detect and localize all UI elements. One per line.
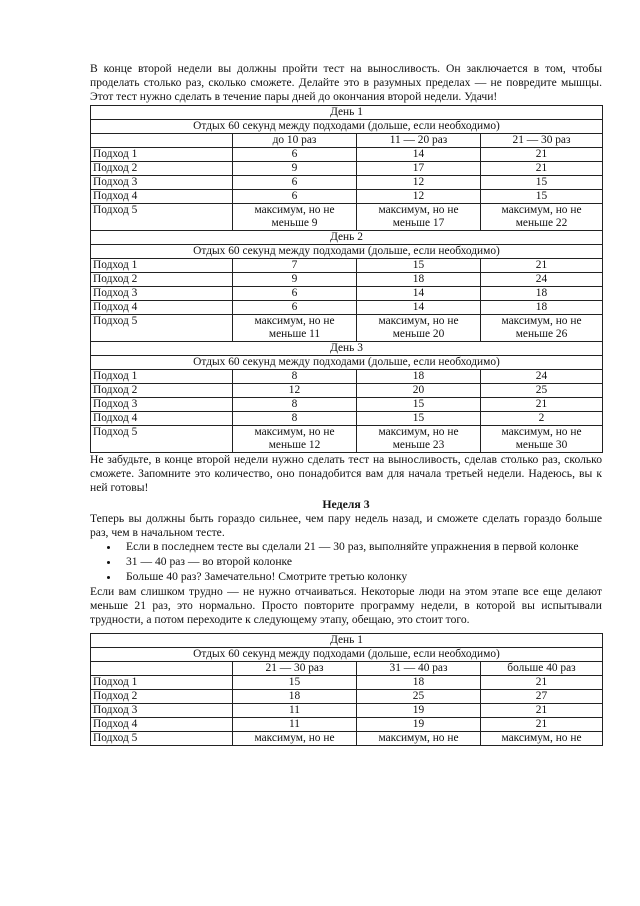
set-value: 21: [481, 148, 603, 162]
rest-note: Отдых 60 секунд между подходами (дольше, если необходимо): [91, 245, 603, 259]
set-value: 18: [357, 370, 481, 384]
rest-note: Отдых 60 секунд между подходами (дольше, если необходимо): [91, 648, 603, 662]
set-value: максимум, но не: [357, 732, 481, 746]
table-row: [91, 384, 603, 398]
column-header-blank: [91, 134, 233, 148]
set-value: 15: [481, 190, 603, 204]
table-row: [91, 176, 603, 190]
day-3-rest-row: [91, 356, 603, 370]
set-label: Подход 4: [91, 190, 233, 204]
week3-option-item: • 31 — 40 раз — во второй колонке: [120, 555, 602, 569]
set-value: 24: [481, 273, 603, 287]
set-value: 6: [233, 148, 357, 162]
set-label: Подход 2: [91, 162, 233, 176]
table-row: [91, 273, 603, 287]
set-label: Подход 1: [91, 676, 233, 690]
set-value: максимум, но не меньше 26: [481, 315, 603, 342]
set-value: 8: [233, 370, 357, 384]
column-header: больше 40 раз: [481, 662, 603, 676]
set-value: 27: [481, 690, 603, 704]
set-value: максимум, но не: [481, 732, 603, 746]
set-value: 21: [481, 704, 603, 718]
set-value: 21: [481, 398, 603, 412]
set-value: максимум, но не меньше 17: [357, 204, 481, 231]
week3-day-1-header-row: [91, 662, 603, 676]
set-value: 19: [357, 704, 481, 718]
set-value: максимум, но не: [233, 732, 357, 746]
set-value: 18: [357, 273, 481, 287]
set-value: максимум, но не меньше 22: [481, 204, 603, 231]
set-value: 21: [481, 259, 603, 273]
set-label: Подход 3: [91, 176, 233, 190]
set-label: Подход 5: [91, 204, 233, 231]
day-title: День 1: [91, 634, 603, 648]
table-row: [91, 426, 603, 453]
day-title: День 1: [91, 106, 603, 120]
day-1-title-row: [91, 106, 603, 120]
table-row: [91, 148, 603, 162]
set-value: максимум, но не меньше 9: [233, 204, 357, 231]
table-row: [91, 370, 603, 384]
set-value: 20: [357, 384, 481, 398]
set-value: 21: [481, 676, 603, 690]
set-label: Подход 1: [91, 370, 233, 384]
week3-intro-paragraph: Теперь вы должны быть гораздо сильнее, чем пару недель назад, и сможете сделать гораздо больше раз, чем в начальном тесте.: [90, 512, 602, 539]
set-value: 21: [481, 718, 603, 732]
set-value: 14: [357, 148, 481, 162]
page-content: [90, 62, 602, 746]
set-label: Подход 2: [91, 384, 233, 398]
set-value: 12: [233, 384, 357, 398]
table-row: [91, 315, 603, 342]
table-row: [91, 732, 603, 746]
day-3-title-row: [91, 342, 603, 356]
set-value: 6: [233, 287, 357, 301]
rest-note: Отдых 60 секунд между подходами (дольше, если необходимо): [91, 120, 603, 134]
set-value: 12: [357, 176, 481, 190]
set-value: 9: [233, 273, 357, 287]
table-row: [91, 287, 603, 301]
day-1-header-row: [91, 134, 603, 148]
set-label: Подход 5: [91, 732, 233, 746]
set-label: Подход 2: [91, 690, 233, 704]
week3-schedule-body: [91, 634, 603, 746]
set-value: 19: [357, 718, 481, 732]
after-test-paragraph: Не забудьте, в конце второй недели нужно сделать тест на выносливость, сделав столько раз, сколько сможете. Запомните это количество, оно понадобится вам для начала третьей недели. Надеюсь, вы к ней готовы!: [90, 453, 602, 494]
set-value: 9: [233, 162, 357, 176]
set-value: 7: [233, 259, 357, 273]
set-value: максимум, но не меньше 12: [233, 426, 357, 453]
day-2-title-row: [91, 231, 603, 245]
set-value: 18: [357, 676, 481, 690]
set-label: Подход 1: [91, 259, 233, 273]
set-value: 25: [481, 384, 603, 398]
table-row: [91, 676, 603, 690]
set-value: 11: [233, 718, 357, 732]
set-value: 14: [357, 301, 481, 315]
set-value: 18: [481, 301, 603, 315]
rest-note: Отдых 60 секунд между подходами (дольше, если необходимо): [91, 356, 603, 370]
column-header: 31 — 40 раз: [357, 662, 481, 676]
week3-heading: Неделя 3: [322, 497, 370, 511]
set-value: 15: [357, 398, 481, 412]
column-header: 21 — 30 раз: [233, 662, 357, 676]
table-row: [91, 690, 603, 704]
set-value: 8: [233, 398, 357, 412]
set-value: максимум, но не меньше 20: [357, 315, 481, 342]
set-value: максимум, но не меньше 30: [481, 426, 603, 453]
set-label: Подход 4: [91, 301, 233, 315]
set-label: Подход 2: [91, 273, 233, 287]
day-1-rest-row: [91, 120, 603, 134]
week3-option-item: • Если в последнем тесте вы сделали 21 — 30 раз, выполняйте упражнения в первой колонке: [120, 540, 602, 554]
column-header: до 10 раз: [233, 134, 357, 148]
set-value: максимум, но не меньше 23: [357, 426, 481, 453]
table-row: [91, 412, 603, 426]
set-value: 11: [233, 704, 357, 718]
week2-schedule-body: [91, 106, 603, 453]
column-header: 11 — 20 раз: [357, 134, 481, 148]
set-label: Подход 4: [91, 412, 233, 426]
set-value: 6: [233, 301, 357, 315]
set-value: 18: [481, 287, 603, 301]
set-value: 2: [481, 412, 603, 426]
set-value: 14: [357, 287, 481, 301]
table-row: [91, 398, 603, 412]
set-label: Подход 3: [91, 287, 233, 301]
set-label: Подход 5: [91, 315, 233, 342]
set-value: 24: [481, 370, 603, 384]
set-value: 15: [357, 259, 481, 273]
table-row: [91, 704, 603, 718]
table-row: [91, 259, 603, 273]
set-value: 15: [233, 676, 357, 690]
table-row: [91, 718, 603, 732]
table-row: [91, 162, 603, 176]
set-label: Подход 3: [91, 398, 233, 412]
table-row: [91, 190, 603, 204]
set-value: 12: [357, 190, 481, 204]
set-value: 6: [233, 190, 357, 204]
day-2-rest-row: [91, 245, 603, 259]
set-label: Подход 4: [91, 718, 233, 732]
week3-day-1-title-row: [91, 634, 603, 648]
set-value: 21: [481, 162, 603, 176]
set-label: Подход 3: [91, 704, 233, 718]
week3-note-paragraph: Если вам слишком трудно — не нужно отчаиваться. Некоторые люди на этом этапе все еще делают меньше 21 раз, это нормально. Просто повторите программу недели, в которой вы испытывали трудности, а потом переходите к следующему этапу, обещаю, это стоит того.: [90, 585, 602, 626]
set-value: 15: [481, 176, 603, 190]
intro-paragraph: В конце второй недели вы должны пройти тест на выносливость. Он заключается в том, чтобы проделать столько раз, сколько сможете. Делайте это в разумных пределах — не повредите мышцы. Этот тест нужно сделать в течение пары дней до окончания второй недели. Удачи!: [90, 62, 602, 103]
day-title: День 2: [91, 231, 603, 245]
set-value: 17: [357, 162, 481, 176]
day-title: День 3: [91, 342, 603, 356]
week3-schedule-table: [90, 633, 603, 746]
column-header-blank: [91, 662, 233, 676]
table-row: [91, 301, 603, 315]
set-value: 8: [233, 412, 357, 426]
set-value: максимум, но не меньше 11: [233, 315, 357, 342]
week3-day-1-rest-row: [91, 648, 603, 662]
set-value: 18: [233, 690, 357, 704]
week2-schedule-table: [90, 105, 603, 453]
column-header: 21 — 30 раз: [481, 134, 603, 148]
set-label: Подход 1: [91, 148, 233, 162]
set-value: 25: [357, 690, 481, 704]
week3-option-item: • Больше 40 раз? Замечательно! Смотрите третью колонку: [120, 570, 602, 584]
set-value: 6: [233, 176, 357, 190]
set-value: 15: [357, 412, 481, 426]
table-row: [91, 204, 603, 231]
set-label: Подход 5: [91, 426, 233, 453]
week3-option-list: [90, 540, 602, 584]
